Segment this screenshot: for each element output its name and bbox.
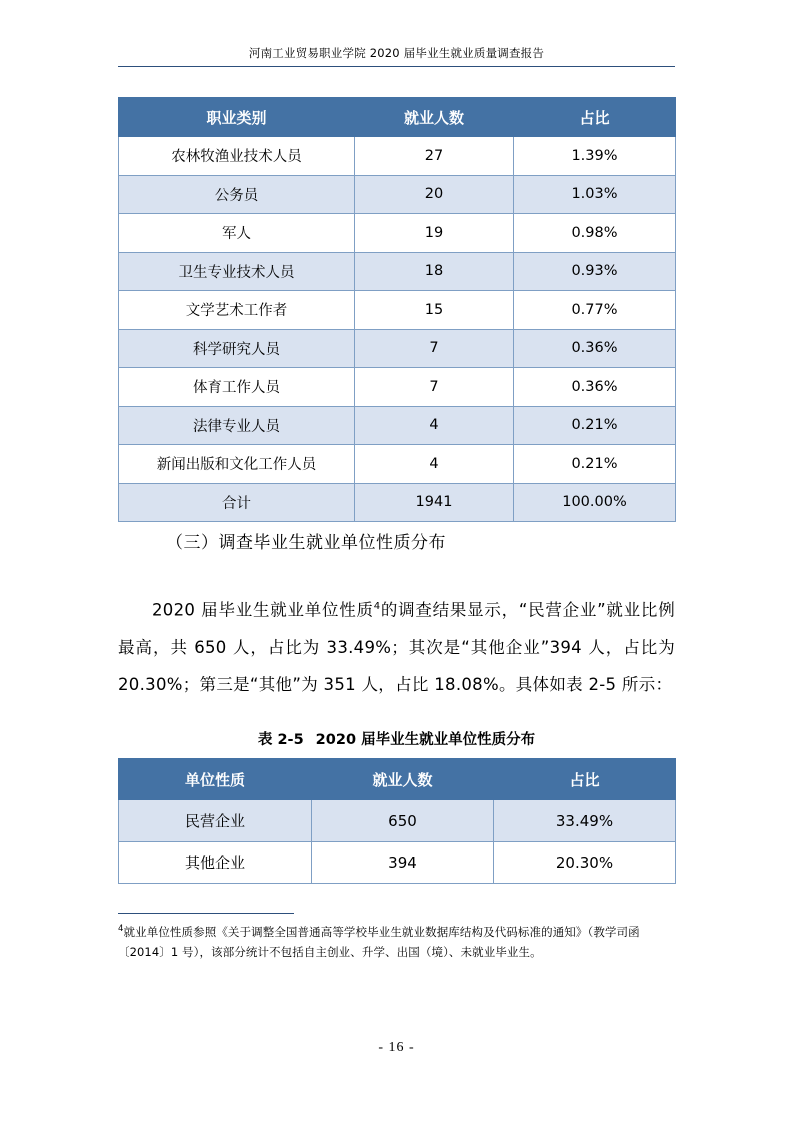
cell-occupation: 军人	[119, 214, 355, 253]
table-row	[119, 291, 676, 330]
running-title: 河南工业贸易职业学院 2020 届毕业生就业质量调查报告	[248, 46, 545, 60]
column-header-unit-nature: 单位性质	[119, 759, 312, 800]
cell-occupation: 法律专业人员	[119, 406, 355, 445]
cell-total-count: 1941	[355, 483, 514, 522]
cell-share: 0.93%	[514, 252, 676, 291]
cell-share: 0.21%	[514, 445, 676, 484]
column-header-count: 就业人数	[312, 759, 494, 800]
page-number: - 16 -	[378, 1040, 415, 1055]
cell-count: 7	[355, 329, 514, 368]
cell-count: 394	[312, 842, 494, 884]
table-row	[119, 214, 676, 253]
table-caption-label: 表 2-5	[257, 732, 304, 748]
footnote-text: 就业单位性质参照《关于调整全国普通高等学校毕业生就业数据库结构及代码标准的通知》（教学司函〔2014〕1 号），该部分统计不包括自主创业、升学、出国（境）、未就业毕业生。	[118, 924, 640, 959]
cell-total-share: 100.00%	[514, 483, 676, 522]
table-header-row	[119, 759, 676, 800]
cell-count: 7	[355, 368, 514, 407]
cell-share: 0.98%	[514, 214, 676, 253]
cell-share: 20.30%	[494, 842, 676, 884]
cell-unit-nature: 民营企业	[119, 800, 312, 842]
cell-share: 1.03%	[514, 175, 676, 214]
page-header	[118, 44, 675, 62]
cell-occupation: 公务员	[119, 175, 355, 214]
cell-count: 18	[355, 252, 514, 291]
cell-count: 650	[312, 800, 494, 842]
footnote-reference: 4	[373, 601, 381, 612]
table-row	[119, 175, 676, 214]
table-caption	[118, 728, 675, 749]
cell-share: 0.36%	[514, 368, 676, 407]
cell-share: 1.39%	[514, 137, 676, 176]
cell-share: 33.49%	[494, 800, 676, 842]
header-divider	[118, 66, 675, 67]
occupation-distribution-table	[118, 97, 676, 522]
table-header-row	[119, 98, 676, 137]
section-heading: （三）调查毕业生就业单位性质分布	[166, 533, 446, 553]
cell-occupation: 卫生专业技术人员	[119, 252, 355, 291]
cell-count: 27	[355, 137, 514, 176]
cell-occupation: 农林牧渔业技术人员	[119, 137, 355, 176]
cell-occupation: 科学研究人员	[119, 329, 355, 368]
table-row	[119, 329, 676, 368]
table-caption-text: 2020 届毕业生就业单位性质分布	[315, 732, 536, 748]
column-header-share: 占比	[494, 759, 676, 800]
column-header-occupation: 职业类别	[119, 98, 355, 137]
cell-occupation: 文学艺术工作者	[119, 291, 355, 330]
footnote	[118, 919, 678, 962]
cell-occupation: 体育工作人员	[119, 368, 355, 407]
cell-occupation: 新闻出版和文化工作人员	[119, 445, 355, 484]
cell-count: 4	[355, 445, 514, 484]
cell-share: 0.21%	[514, 406, 676, 445]
table-row	[119, 406, 676, 445]
cell-count: 15	[355, 291, 514, 330]
footnote-marker: 4	[118, 924, 124, 934]
cell-count: 4	[355, 406, 514, 445]
cell-share: 0.77%	[514, 291, 676, 330]
cell-count: 19	[355, 214, 514, 253]
table-total-row	[119, 483, 676, 522]
paragraph-text-part1: 2020 届毕业生就业单位性质	[152, 600, 374, 620]
footnote-divider	[118, 913, 294, 914]
table-row	[119, 368, 676, 407]
column-header-share: 占比	[514, 98, 676, 137]
paragraph-text-part2: 的调查结果显示，“民营企业”就业比例最高，共 650 人，占比为 33.49%；其次是“其他企业”394 人，占比为 20.30%；第三是“其他”为 351 人，占比 18.08%。具体如表 2-5 所示：	[118, 600, 675, 694]
table-row	[119, 252, 676, 291]
column-header-count: 就业人数	[355, 98, 514, 137]
cell-count: 20	[355, 175, 514, 214]
cell-total-label: 合计	[119, 483, 355, 522]
cell-unit-nature: 其他企业	[119, 842, 312, 884]
table-row	[119, 800, 676, 842]
table-row	[119, 842, 676, 884]
table-row	[119, 445, 676, 484]
table-row	[119, 137, 676, 176]
unit-nature-distribution-table	[118, 758, 676, 884]
cell-share: 0.36%	[514, 329, 676, 368]
body-paragraph	[118, 588, 675, 703]
